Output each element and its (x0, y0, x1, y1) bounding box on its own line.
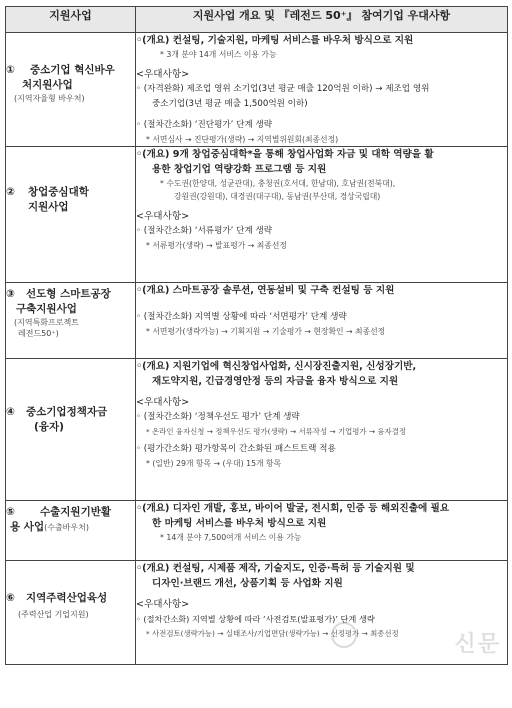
table-row (6, 33, 508, 147)
program-title: 구축지원사업 (16, 303, 77, 315)
program-title: 지역주력산업육성 (26, 592, 108, 604)
program-title: 선도형 스마트공장 (26, 288, 111, 300)
overview-line: ◦(개요) 9개 창업중심대학*을 통해 창업사업화 자금 및 대학 역량을 활 (136, 149, 434, 160)
overview-cell (136, 33, 508, 147)
table-row (6, 359, 508, 501)
program-title: 용 사업 (10, 521, 45, 533)
program-title: 수출지원기반활 (40, 506, 112, 518)
overview-note: * 온라인 융자신청 → 정책우선도 평가(생략) → 서류작성 → 기업평가 → 융자결정 (146, 427, 406, 436)
overview-note: 강원권(강원대), 대경권(대구대), 동남권(부산대, 경상국립대) (174, 192, 381, 201)
overview-note: * 3개 분야 14개 서비스 이용 가능 (160, 50, 277, 59)
overview-line: ◦ (절차간소화) 지역별 상황에 따라 ‘서면평가’ 단계 생략 (136, 312, 347, 322)
preference-heading: <우대사항> (136, 599, 190, 610)
row-number: ④ (6, 406, 15, 418)
overview-note: * 14개 분야 7,500여개 서비스 이용 가능 (160, 533, 302, 542)
overview-line: ◦(개요) 컨설팅, 시제품 제작, 기술지도, 인증·특허 등 기술지원 및 (136, 563, 415, 574)
overview-note: * 사전검토(생략가능) → 실태조사/기업면담(생략가능) → 선정평가 → 최종선정 (146, 629, 399, 638)
table-row (6, 501, 508, 561)
row-number: ⑥ (6, 592, 15, 604)
program-subtitle: 레전드50⁺) (18, 329, 59, 338)
preference-heading: <우대사항> (136, 69, 190, 80)
program-title: 중소기업 혁신바우 (30, 64, 115, 76)
preference-heading: <우대사항> (136, 397, 190, 408)
overview-line: 용한 창업기업 역량강화 프로그램 등 지원 (152, 164, 327, 175)
program-cell (6, 561, 136, 665)
overview-line: ◦(개요) 지원기업에 혁신창업사업화, 신시장진출지원, 신성장기반, (136, 361, 417, 372)
program-cell (6, 147, 136, 283)
overview-note: * 수도권(한양대, 성균관대), 충청권(호서대, 한남대), 호남권(전북대), (160, 179, 396, 188)
overview-note: * (일반) 29개 항목 → (우대) 15개 항목 (146, 459, 282, 468)
header-overview: 지원사업 개요 및 『레전드 50⁺』 참여기업 우대사항 (136, 7, 508, 33)
row-number: ③ (6, 288, 15, 300)
header-program: 지원사업 (6, 7, 136, 33)
overview-line: 한 마케팅 서비스를 바우처 방식으로 지원 (152, 518, 327, 529)
row-number: ① (6, 64, 15, 76)
watermark-seal-icon (331, 622, 357, 648)
program-cell (6, 501, 136, 561)
program-subtitle: (수출바우처) (44, 523, 89, 532)
program-cell (6, 359, 136, 501)
program-title: 처지원사업 (22, 79, 73, 91)
overview-cell (136, 359, 508, 501)
program-title: (융자) (34, 421, 64, 433)
program-subtitle: (지역자율형 바우처) (14, 94, 85, 103)
preference-heading: <우대사항> (136, 211, 190, 222)
table-row (6, 147, 508, 283)
program-title: 중소기업정책자금 (26, 406, 108, 418)
overview-line: ◦ (평가간소화) 평가항목이 간소화된 패스트트랙 적용 (136, 444, 336, 454)
watermark-logo: 신문 (454, 632, 501, 657)
row-number: ⑤ (6, 506, 15, 518)
overview-line: ◦ (절차간소화) ‘서류평가’ 단계 생략 (136, 226, 273, 236)
overview-line: 디자인·브랜드 개선, 상품기획 등 사업화 지원 (152, 578, 343, 589)
program-subtitle: (지역특화프로젝트 (14, 318, 79, 327)
overview-line: ◦ (절차간소화) ‘진단평가’ 단계 생략 (136, 120, 273, 130)
overview-line: ◦(개요) 컨설팅, 기술지원, 마케팅 서비스를 바우처 방식으로 지원 (136, 35, 414, 46)
overview-line: ◦ (절차간소화) ‘정책우선도 평가’ 단계 생략 (136, 412, 300, 422)
overview-note: * 서면심사 → 진단평가(생략) → 지역별위원회(최종선정) (146, 135, 339, 144)
overview-line: ◦ (자격완화) 제조업 영위 소기업(3년 평균 매출 120억원 이하) → 제조업 영위 (136, 84, 430, 94)
overview-cell (136, 561, 508, 665)
program-subtitle: (주력산업 기업지원) (18, 610, 89, 619)
support-program-table (5, 6, 508, 665)
overview-line: 재도약지원, 긴급경영안정 등의 자금을 융자 방식으로 지원 (152, 376, 399, 387)
overview-line: 중소기업(3년 평균 매출 1,500억원 이하) (152, 99, 308, 109)
table-row (6, 283, 508, 359)
table-header-row (6, 7, 508, 33)
program-title: 지원사업 (28, 201, 69, 213)
program-title: 창업중심대학 (28, 186, 89, 198)
overview-line: ◦(개요) 스마트공장 솔루션, 연동설비 및 구축 컨설팅 등 지원 (136, 285, 395, 296)
program-cell (6, 33, 136, 147)
overview-note: * 서류평가(생략) → 발표평가 → 최종선정 (146, 241, 287, 250)
row-number: ② (6, 186, 15, 198)
overview-cell (136, 283, 508, 359)
overview-note: * 서면평가(생략가능) → 기획지원 → 기술평가 → 현장확인 → 최종선정 (146, 327, 386, 336)
table-row (6, 561, 508, 665)
overview-line: ◦(개요) 디자인 개발, 홍보, 바이어 발굴, 전시회, 인증 등 해외진출에 필요 (136, 503, 450, 514)
program-cell (6, 283, 136, 359)
overview-line: ◦ (절차간소화) 지역별 상황에 따라 ‘사전검토(발표평가)’ 단계 생략 (136, 614, 375, 624)
overview-cell (136, 147, 508, 283)
overview-cell (136, 501, 508, 561)
